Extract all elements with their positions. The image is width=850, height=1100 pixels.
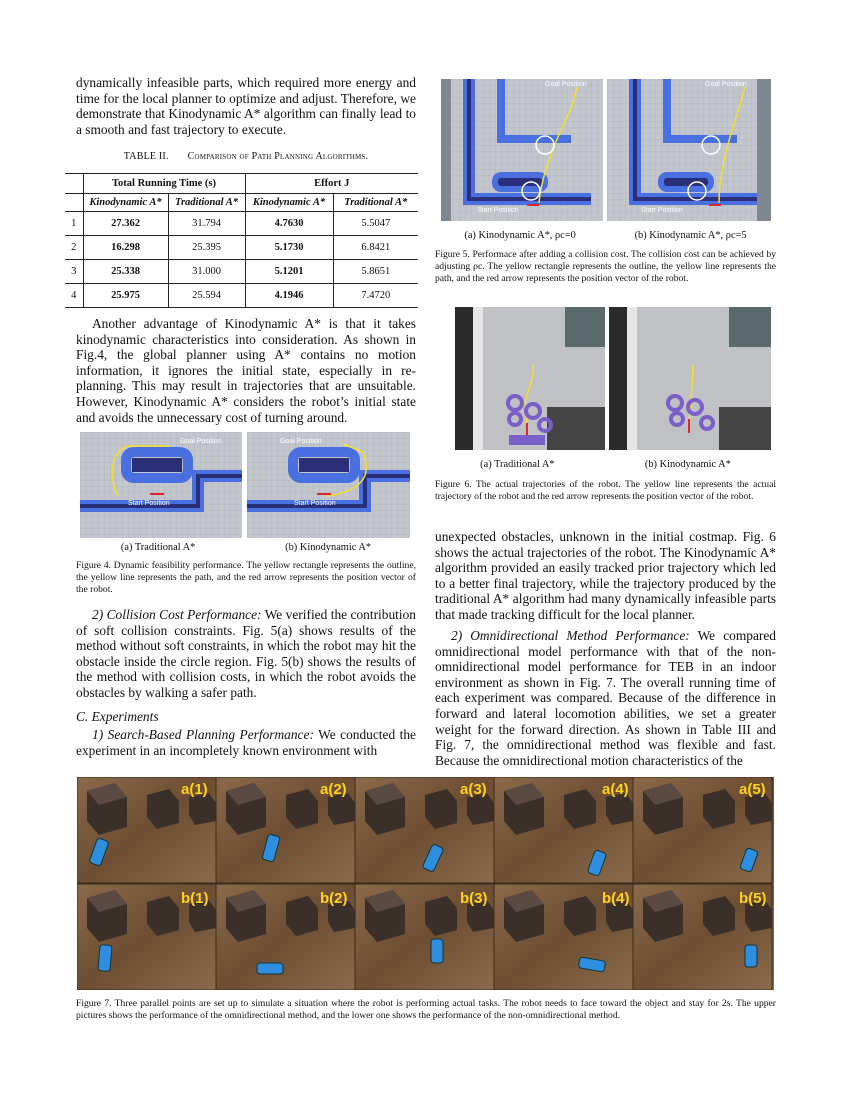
fig7-label: b(1) bbox=[181, 890, 209, 907]
fig6-panel-b bbox=[609, 307, 771, 450]
start-label: Start Position bbox=[294, 500, 336, 507]
fig7-label: b(3) bbox=[460, 890, 488, 907]
figure-6-caption: Figure 6. The actual trajectories of the robot. The yellow line represents the actual trajectory of the robot and the red arrow represents the position vector of the robot. bbox=[435, 479, 776, 502]
table-corner bbox=[65, 174, 83, 194]
subcaption-b: (b) Kinodynamic A* bbox=[285, 542, 372, 553]
start-label: Start Position bbox=[477, 207, 519, 214]
fig5-panel-a bbox=[441, 79, 603, 221]
subsection-heading: 2) Collision Cost Performance: bbox=[92, 607, 262, 622]
figure-6-image bbox=[455, 307, 771, 450]
table-group-header: Total Running Time (s) bbox=[83, 174, 245, 194]
fig7-label: a(3) bbox=[460, 781, 487, 798]
comparison-table bbox=[65, 173, 418, 308]
figure-6-subcaptions bbox=[435, 459, 776, 470]
body-paragraph bbox=[435, 628, 776, 768]
fig7-label: a(4) bbox=[602, 781, 629, 798]
table-sub-header: Kinodynamic A* bbox=[245, 194, 333, 212]
table-row: 1 27.362 31.794 4.7630 5.5047 bbox=[65, 212, 418, 236]
fig7-label: a(1) bbox=[181, 781, 208, 798]
section-heading: C. Experiments bbox=[76, 709, 159, 724]
subsection-heading: 2) Omnidirectional Method Performance: bbox=[451, 628, 690, 643]
table-title bbox=[76, 151, 416, 162]
fig7-label: b(2) bbox=[320, 890, 348, 907]
start-label: Start Position bbox=[128, 500, 170, 507]
fig6-panel-a bbox=[455, 307, 605, 450]
fig4-panel-a bbox=[80, 432, 242, 538]
subcaption-b: (b) Kinodynamic A*, ρc=5 bbox=[634, 230, 747, 241]
table-caption: Comparison of Path Planning Algorithms. bbox=[187, 151, 369, 162]
start-label: Start Position bbox=[641, 207, 683, 214]
fig4-panel-b bbox=[247, 432, 410, 538]
figure-4-caption: Figure 4. Dynamic feasibility performance. The yellow rectangle represents the outline, the yellow line represents the path, and the red arrow represents the position vector of the robot. bbox=[76, 560, 416, 595]
figure-4-subcaptions bbox=[76, 542, 416, 553]
subsection-heading: 1) Search-Based Planning Performance: bbox=[92, 727, 314, 742]
figure-7-image bbox=[77, 777, 774, 990]
fig7-label: b(4) bbox=[602, 890, 630, 907]
fig5-panel-b bbox=[607, 79, 771, 221]
figure-4 bbox=[80, 432, 410, 538]
subcaption-a: (a) Traditional A* bbox=[120, 542, 196, 553]
goal-label: Goal Position bbox=[545, 81, 587, 88]
figure-5-caption: Figure 5. Performace after adding a collision cost. The collision cost can be achieved by adjusting ρc. The yellow rectangle represents the outline, the yellow line represents the path, and the red arrow represents the position vector of the robot. bbox=[435, 249, 776, 284]
figure-7-caption: Figure 7. Three parallel points are set up to simulate a situation where the robot is performing actual tasks. The robot needs to face toward the object and stay for 2s. The upper pictures shows the performance of the omnidirectional method, and the lower one shows the performance of the non-omnidirectional method. bbox=[76, 998, 776, 1021]
table-sub-header: Kinodynamic A* bbox=[83, 194, 168, 212]
figure-7 bbox=[77, 777, 774, 990]
figure-4-image bbox=[80, 432, 410, 538]
table-number: TABLE II. bbox=[123, 151, 169, 162]
paragraph-text: We compared omnidirectional model performance with that of the non-omnidirectional model performance for TEB in an indoor environment as shown in Fig. 7. The overall running time of each experiment was compared. Because of the difference in forward and lateral locomotion abilities, we set a greater weight for the forward direction. As shown in Table III and Fig. 7, the omnidirectional method was flexible and fast. Because the omnidirectional motion characteristics of the bbox=[435, 628, 776, 768]
table-sub-header: Traditional A* bbox=[333, 194, 418, 212]
goal-label: Goal Position bbox=[280, 438, 322, 445]
body-paragraph bbox=[76, 607, 416, 701]
figure-5-subcaptions bbox=[435, 230, 776, 241]
body-paragraph bbox=[76, 727, 416, 758]
fig7-label: a(5) bbox=[739, 781, 766, 798]
goal-label: Goal Position bbox=[705, 81, 747, 88]
goal-label: Goal Position bbox=[180, 438, 222, 445]
table-row: 2 16.298 25.395 5.1730 6.8421 bbox=[65, 236, 418, 260]
subcaption-b: (b) Kinodynamic A* bbox=[644, 459, 731, 470]
figure-5 bbox=[441, 79, 771, 221]
paragraph-text: We verified the contribution of soft collision constraints. Fig. 5(a) shows results of the method without soft constraints, in which the robot may hit the obstacle inside the circle region. Fig. 5(b) shows the results of the method with collision costs, in which the robot avoids the obstacles by walking a safer path. bbox=[76, 607, 416, 700]
fig7-label: a(2) bbox=[320, 781, 347, 798]
table-sub-header: Traditional A* bbox=[168, 194, 245, 212]
table-row: 4 25.975 25.594 4.1946 7.4720 bbox=[65, 284, 418, 308]
figure-6 bbox=[455, 307, 771, 450]
figure-5-image bbox=[441, 79, 771, 221]
table-row: 3 25.338 31.000 5.1201 5.8651 bbox=[65, 260, 418, 284]
body-paragraph: unexpected obstacles, unknown in the initial costmap. Fig. 6 shows the actual trajectories of the robot. The Kinodynamic A* algorithm provided an easily tracked prior trajectory which led to a better final trajectory, while the trajectory produced by the traditional A* algorithm had many dynamically infeasible parts that made tracking difficult for the local planner. bbox=[435, 529, 776, 622]
subcaption-a: (a) Kinodynamic A*, ρc=0 bbox=[464, 230, 576, 241]
body-paragraph: dynamically infeasible parts, which required more energy and time for the local planner to optimize and adjust. Therefore, we demonstrate that Kinodynamic A* algorithm can finally lead to a smooth and fast trajectory to execute. bbox=[76, 75, 416, 137]
fig7-label: b(5) bbox=[739, 890, 767, 907]
paragraph-text: We conducted the experiment in an incompletely known environment with bbox=[76, 727, 416, 758]
subcaption-a: (a) Traditional A* bbox=[480, 459, 555, 470]
table-group-header: Effort J bbox=[245, 174, 418, 194]
body-paragraph: Another advantage of Kinodynamic A* is that it takes kinodynamic characteristics into consideration. As shown in Fig.4, the global planner using A* contains no motion information, it ignores the initial state, especially in re-planning. This may result in trajectories that are unsuitable. However, Kinodynamic A* considers the robot’s initial state and avoids the unnecessary cost of turning around. bbox=[76, 316, 416, 425]
